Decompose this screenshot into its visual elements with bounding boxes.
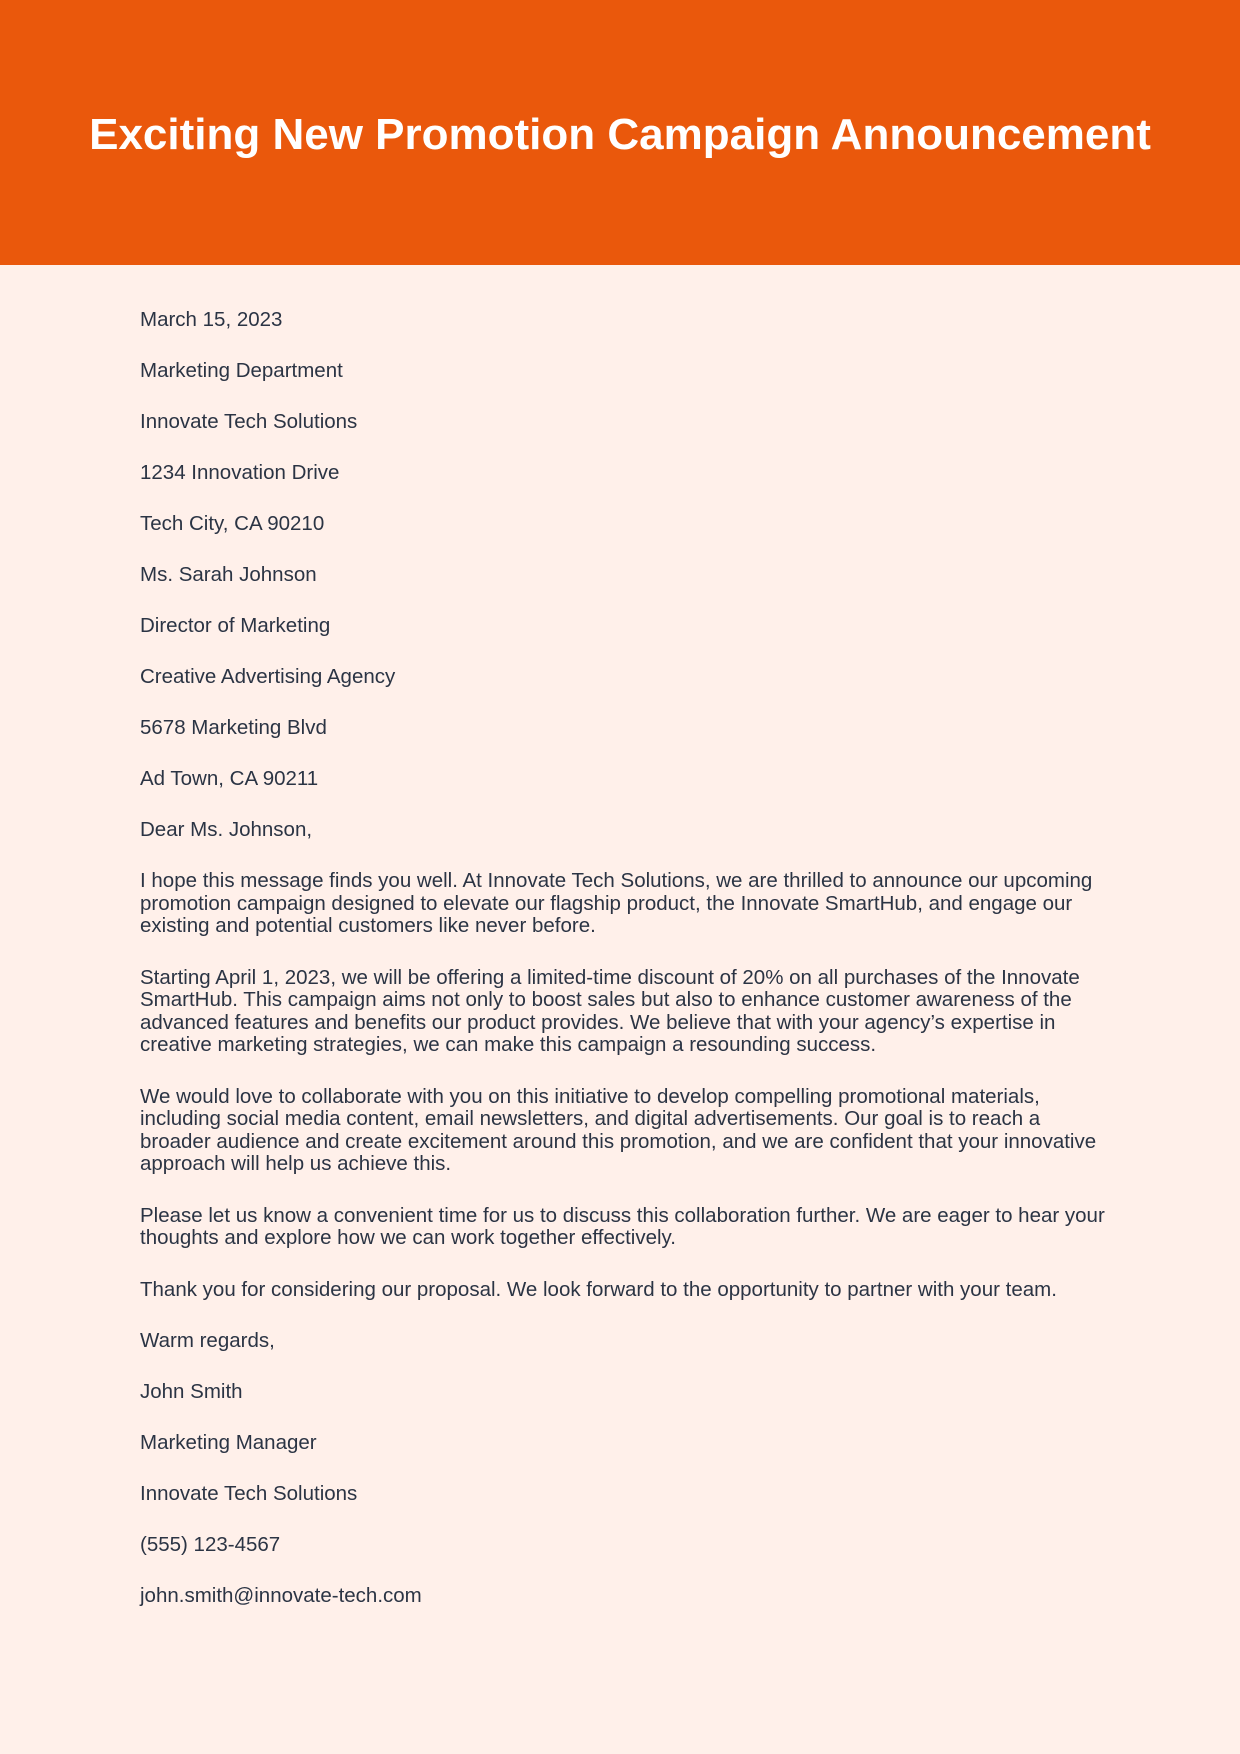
signer-title: Marketing Manager — [140, 1431, 317, 1454]
body-paragraph-thanks: Thank you for considering our proposal. We look forward to the opportunity to partner with your team. — [140, 1277, 1057, 1301]
recipient-company: Creative Advertising Agency — [140, 665, 396, 688]
sender-address-block — [140, 360, 1110, 535]
sender-department: Marketing Department — [140, 359, 343, 382]
body-paragraph-request: Please let us know a convenient time for us to discuss this collaboration further. We are eager to hear your thoughts and explore how we can work together effectively. — [140, 1203, 1105, 1249]
letter-header — [0, 0, 1240, 265]
signer-phone: (555) 123-4567 — [140, 1533, 281, 1556]
page-title: Exciting New Promotion Campaign Announcement — [89, 110, 1151, 159]
body-paragraph-collaboration: We would love to collaborate with you on this initiative to develop compelling promotional materials, including social media content, email newsletters, and digital advertisements. Our goal is to reach a broader audience and create excitement around this promotion, and we are confident that your innovative approach will help us achieve this. — [140, 1084, 1097, 1175]
signer-name: John Smith — [140, 1380, 243, 1403]
body-paragraph-offer: Starting April 1, 2023, we will be offering a limited-time discount of 20% on all purchases of the Innovate SmartHub. This campaign aims not only to boost sales but also to enhance customer awareness of the advanced features and benefits our product provides. We believe that with your agency’s expertise in creative marketing strategies, we can make this campaign a resounding success. — [140, 965, 1080, 1056]
letter-date: March 15, 2023 — [140, 308, 283, 331]
letter-body — [140, 309, 1110, 1636]
body-paragraph-intro: I hope this message finds you well. At Innovate Tech Solutions, we are thrilled to announce our upcoming promotion campaign designed to elevate our flagship product, the Innovate SmartHub, and engage our existing and potential customers like never before. — [140, 869, 1093, 937]
sender-city: Tech City, CA 90210 — [140, 512, 325, 535]
sender-company: Innovate Tech Solutions — [140, 410, 358, 433]
signature-block — [140, 1381, 1110, 1607]
recipient-title: Director of Marketing — [140, 614, 331, 637]
sender-street: 1234 Innovation Drive — [140, 461, 340, 484]
recipient-address-block — [140, 564, 1110, 790]
salutation: Dear Ms. Johnson, — [140, 818, 313, 841]
signer-email: john.smith@innovate-tech.com — [140, 1584, 422, 1607]
recipient-name: Ms. Sarah Johnson — [140, 563, 317, 586]
recipient-street: 5678 Marketing Blvd — [140, 716, 327, 739]
recipient-city: Ad Town, CA 90211 — [140, 767, 319, 790]
signer-company: Innovate Tech Solutions — [140, 1482, 358, 1505]
closing: Warm regards, — [140, 1329, 275, 1352]
